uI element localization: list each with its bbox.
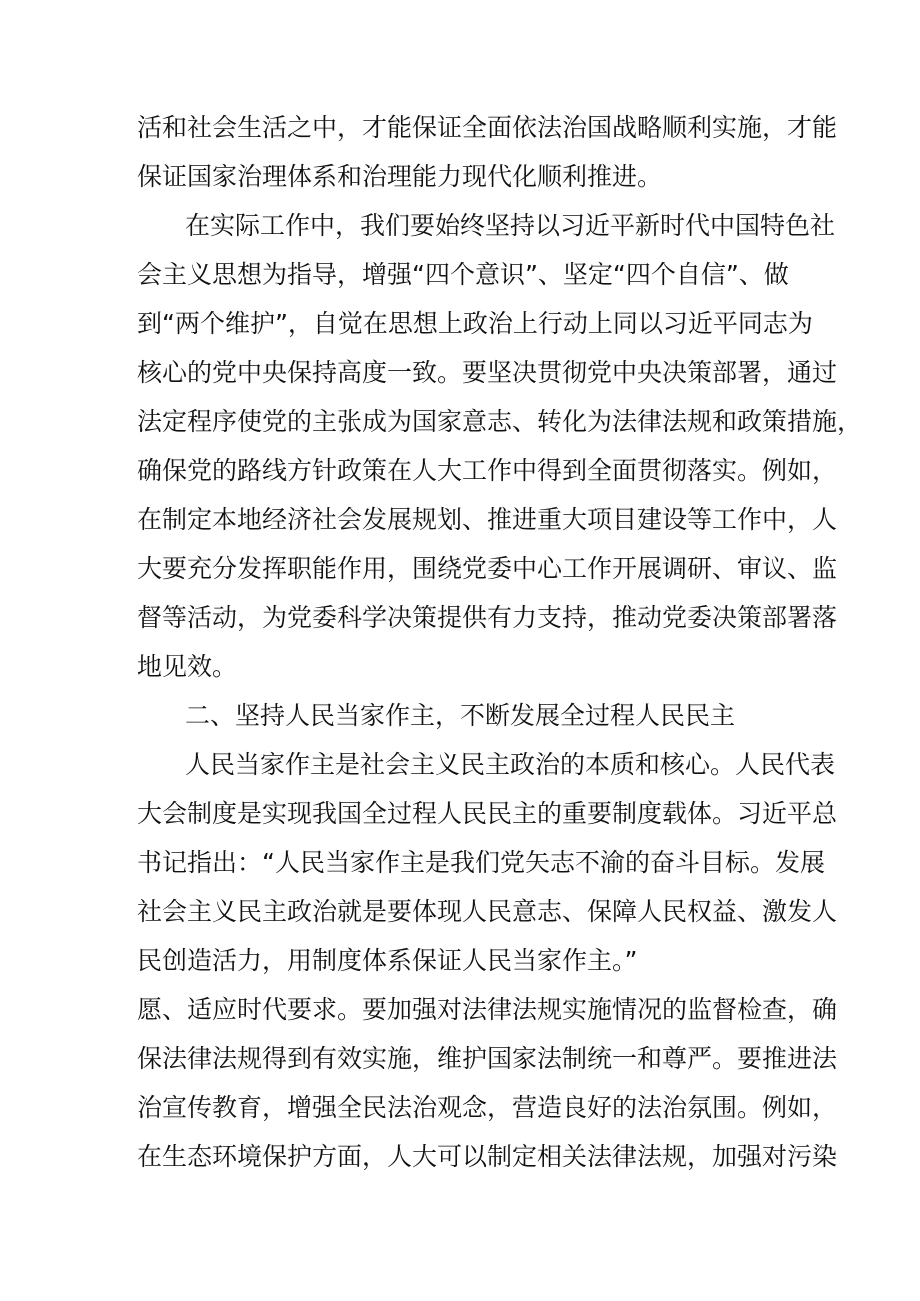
text-line: 保法律法规得到有效实施，维护国家法制统一和尊严。要推进法 (137, 1044, 838, 1073)
text-line: 保证国家治理体系和治理能力现代化顺利推进。 (137, 162, 663, 191)
section-heading: 二、坚持人民当家作主，不断发展全过程人民民主 (185, 701, 736, 730)
text-line: 在制定本地经济社会发展规划、推进重大项目建设等工作中，人 (137, 505, 838, 534)
text-line: 民创造活力，用制度体系保证人民当家作主。” (137, 946, 638, 975)
text-line: 书记指出：“人民当家作主是我们党矢志不渝的奋斗目标。发展 (137, 848, 825, 877)
text-line: 活和社会生活之中，才能保证全面依法治国战略顺利实施，才能 (137, 113, 838, 142)
text-line: 核心的党中央保持高度一致。要坚决贯彻党中央决策部署，通过 (137, 358, 838, 387)
text-line: 到“两个维护”，自觉在思想上政治上行动上同以习近平同志为 (137, 309, 813, 338)
text-line: 愿、适应时代要求。要加强对法律法规实施情况的监督检查，确 (137, 995, 838, 1024)
text-line: 确保党的路线方针政策在人大工作中得到全面贯彻落实。例如， (137, 456, 838, 485)
text-line: 人民当家作主是社会主义民主政治的本质和核心。人民代表 (185, 750, 836, 779)
text-line: 地见效。 (137, 652, 238, 681)
text-line: 在实际工作中，我们要始终坚持以习近平新时代中国特色社 (185, 211, 836, 240)
text-line: 大要充分发挥职能作用，围绕党委中心工作开展调研、审议、监 (137, 554, 838, 583)
text-line: 在生态环境保护方面，人大可以制定相关法律法规，加强对污染 (137, 1142, 838, 1171)
text-line: 大会制度是实现我国全过程人民民主的重要制度载体。习近平总 (137, 799, 838, 828)
text-line: 会主义思想为指导，增强“四个意识”、坚定“四个自信”、做 (137, 260, 789, 289)
text-line: 督等活动，为党委科学决策提供有力支持，推动党委决策部署落 (137, 603, 838, 632)
text-line: 法定程序使党的主张成为国家意志、转化为法律法规和政策措施， (137, 407, 863, 436)
text-line: 治宣传教育，增强全民法治观念，营造良好的法治氛围。例如， (137, 1093, 838, 1122)
text-line: 社会主义民主政治就是要体现人民意志、保障人民权益、激发人 (137, 897, 838, 926)
